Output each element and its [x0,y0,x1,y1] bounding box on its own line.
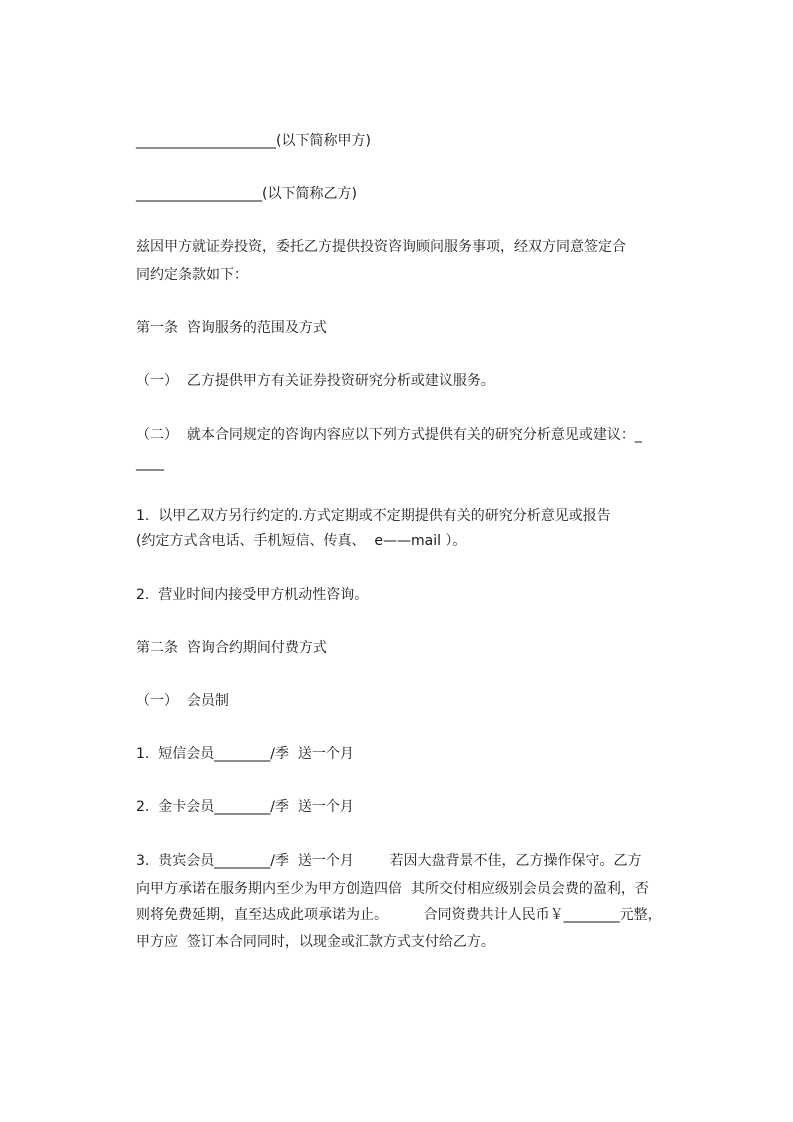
membership-option-1: 1. 短信会员________/季 送一个月 [136,746,354,762]
article-2-heading: 第二条 咨询合约期间付费方式 [136,640,327,656]
article-1-item-1: （一） 乙方提供甲方有关证券投资研究分析或建议服务。 [136,373,495,389]
article-1-item-2-line-2: ____ [136,455,164,471]
article-2-item-1: （一） 会员制 [136,693,229,709]
membership-option-3-line-1: 3. 贵宾会员________/季 送一个月 若因大盘背景不佳，乙方操作保守。乙方 [136,853,642,869]
article-1-heading: 第一条 咨询服务的范围及方式 [136,320,327,336]
membership-option-2: 2. 金卡会员________/季 送一个月 [136,799,354,815]
membership-option-3-line-4: 甲方应 签订本合同同时，以现金或汇款方式支付给乙方。 [136,934,495,950]
article-1-sub-1-line-1: 1. 以甲乙双方另行约定的.方式定期或不定期提供有关的研究分析意见或报告 [136,508,611,524]
intro-paragraph-line-1: 兹因甲方就证券投资，委托乙方提供投资咨询顾问服务事项，经双方同意签定合 [136,239,626,255]
article-1-sub-2: 2. 营业时间内接受甲方机动性咨询。 [136,587,369,603]
party-a-line: ____________________(以下简称甲方) [136,133,371,149]
party-b-line: __________________(以下简称乙方) [136,186,357,202]
intro-paragraph-line-2: 同约定条款如下： [136,267,248,283]
membership-option-3-line-2: 向甲方承诺在服务期内至少为甲方创造四倍 其所交付相应级别会员会费的盈利，否 [136,881,649,897]
article-1-item-2-line-1: （二） 就本合同规定的咨询内容应以下列方式提供有关的研究分析意见或建议：_ [136,427,642,443]
article-1-sub-1-line-2: (约定方式含电话、手机短信、传真、 e——mail ）。 [136,533,467,549]
membership-option-3-line-3: 则将免费延期，直至达成此项承诺为止。 合同资费共计人民币￥________元整， [136,907,662,923]
